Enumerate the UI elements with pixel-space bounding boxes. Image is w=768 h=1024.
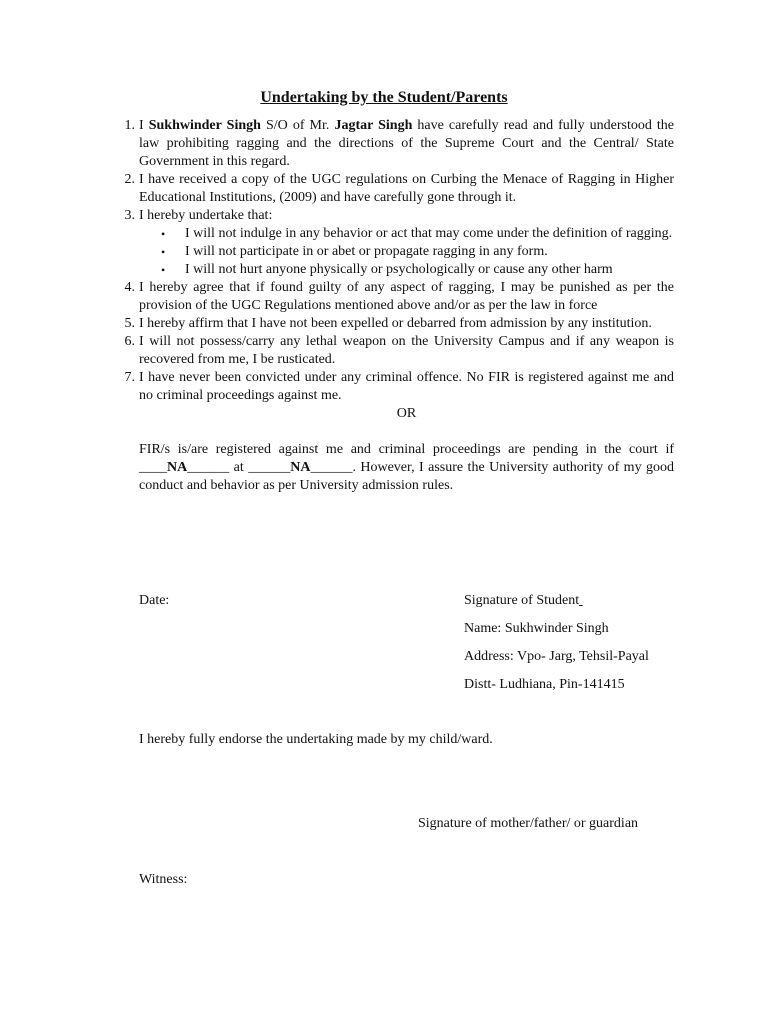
student-name: Sukhwinder Singh <box>148 118 261 133</box>
fir-paragraph: FIR/s is/are registered against me and criminal proceedings are pending in the court if ____NA______ at ______NA______. However, I assure the University authority of my good conduct and behavior as per University admission rules. <box>139 442 675 493</box>
item-text: S/O of Mr. <box>260 118 335 133</box>
bullet-list <box>139 225 674 279</box>
bullet-item <box>161 225 674 243</box>
bullet-item <box>161 243 674 261</box>
item-number: 2. <box>124 172 135 187</box>
bullet-icon: • <box>161 263 166 277</box>
item-text: I will not possess/carry any lethal weapon on the University Campus and if any weapon is recovered from me, I be rusticated. <box>139 334 674 367</box>
fir-na-1: NA <box>167 460 188 475</box>
bullet-item <box>161 261 674 279</box>
list-item <box>124 333 674 369</box>
item-number: 5. <box>124 316 135 331</box>
item-number: 4. <box>124 280 135 295</box>
signature-of-student: Signature of Student <box>464 593 580 608</box>
page-title: Undertaking by the Student/Parents <box>260 89 508 106</box>
list-item <box>124 369 674 405</box>
item-text: I have never been convicted under any criminal offence. No FIR is registered against me and no criminal proceedings against me. <box>139 370 674 403</box>
item-number: 1. <box>124 118 135 133</box>
list-item <box>124 171 674 207</box>
or-separator: OR <box>396 406 417 421</box>
item-text: I hereby agree that if found guilty of any aspect of ragging, I may be punished as per the provision of the UGC Regulations mentioned above and/or as per the law in force <box>139 280 674 313</box>
item-text: have carefully read and fully understood the law prohibiting ragging and the directions of the Supreme Court and the Central/ State Government in this regard. <box>139 118 674 169</box>
father-name: Jagtar Singh <box>334 118 413 133</box>
fir-na-2: NA <box>290 460 311 475</box>
student-name-line: Name: Sukhwinder Singh <box>464 621 609 636</box>
bullet-icon: • <box>161 227 166 241</box>
list-item <box>124 279 674 315</box>
endorse-statement: I hereby fully endorse the undertaking made by my child/ward. <box>139 732 493 747</box>
student-address-line: Address: Vpo- Jarg, Tehsil-Payal <box>464 649 649 664</box>
guardian-signature-label: Signature of mother/father/ or guardian <box>418 816 639 831</box>
item-number: 7. <box>124 370 135 385</box>
witness-label: Witness: <box>139 872 188 887</box>
bullet-icon: • <box>161 245 166 259</box>
item-text: I hereby undertake that: <box>139 208 273 223</box>
or-separator-item <box>139 405 674 495</box>
list-item <box>124 207 674 279</box>
date-label: Date: <box>139 593 170 608</box>
student-distt-line: Distt- Ludhiana, Pin-141415 <box>464 677 625 692</box>
item-text: I hereby affirm that I have not been expelled or debarred from admission by any institution. <box>139 316 652 331</box>
item-text: I have received a copy of the UGC regulations on Curbing the Menace of Ragging in Higher Educational Institutions, (2009) and have carefully gone through it. <box>139 172 674 205</box>
item-text: I <box>139 118 149 133</box>
undertaking-list <box>124 117 675 495</box>
bullet-text: I will not hurt anyone physically or psychologically or cause any other harm <box>185 262 613 277</box>
bullet-text: I will not indulge in any behavior or act that may come under the definition of ragging. <box>185 226 673 241</box>
list-item <box>124 315 674 333</box>
list-item <box>124 117 674 171</box>
item-number: 6. <box>124 334 135 349</box>
item-number: 3. <box>124 208 135 223</box>
bullet-text: I will not participate in or abet or propagate ragging in any form. <box>185 244 548 259</box>
